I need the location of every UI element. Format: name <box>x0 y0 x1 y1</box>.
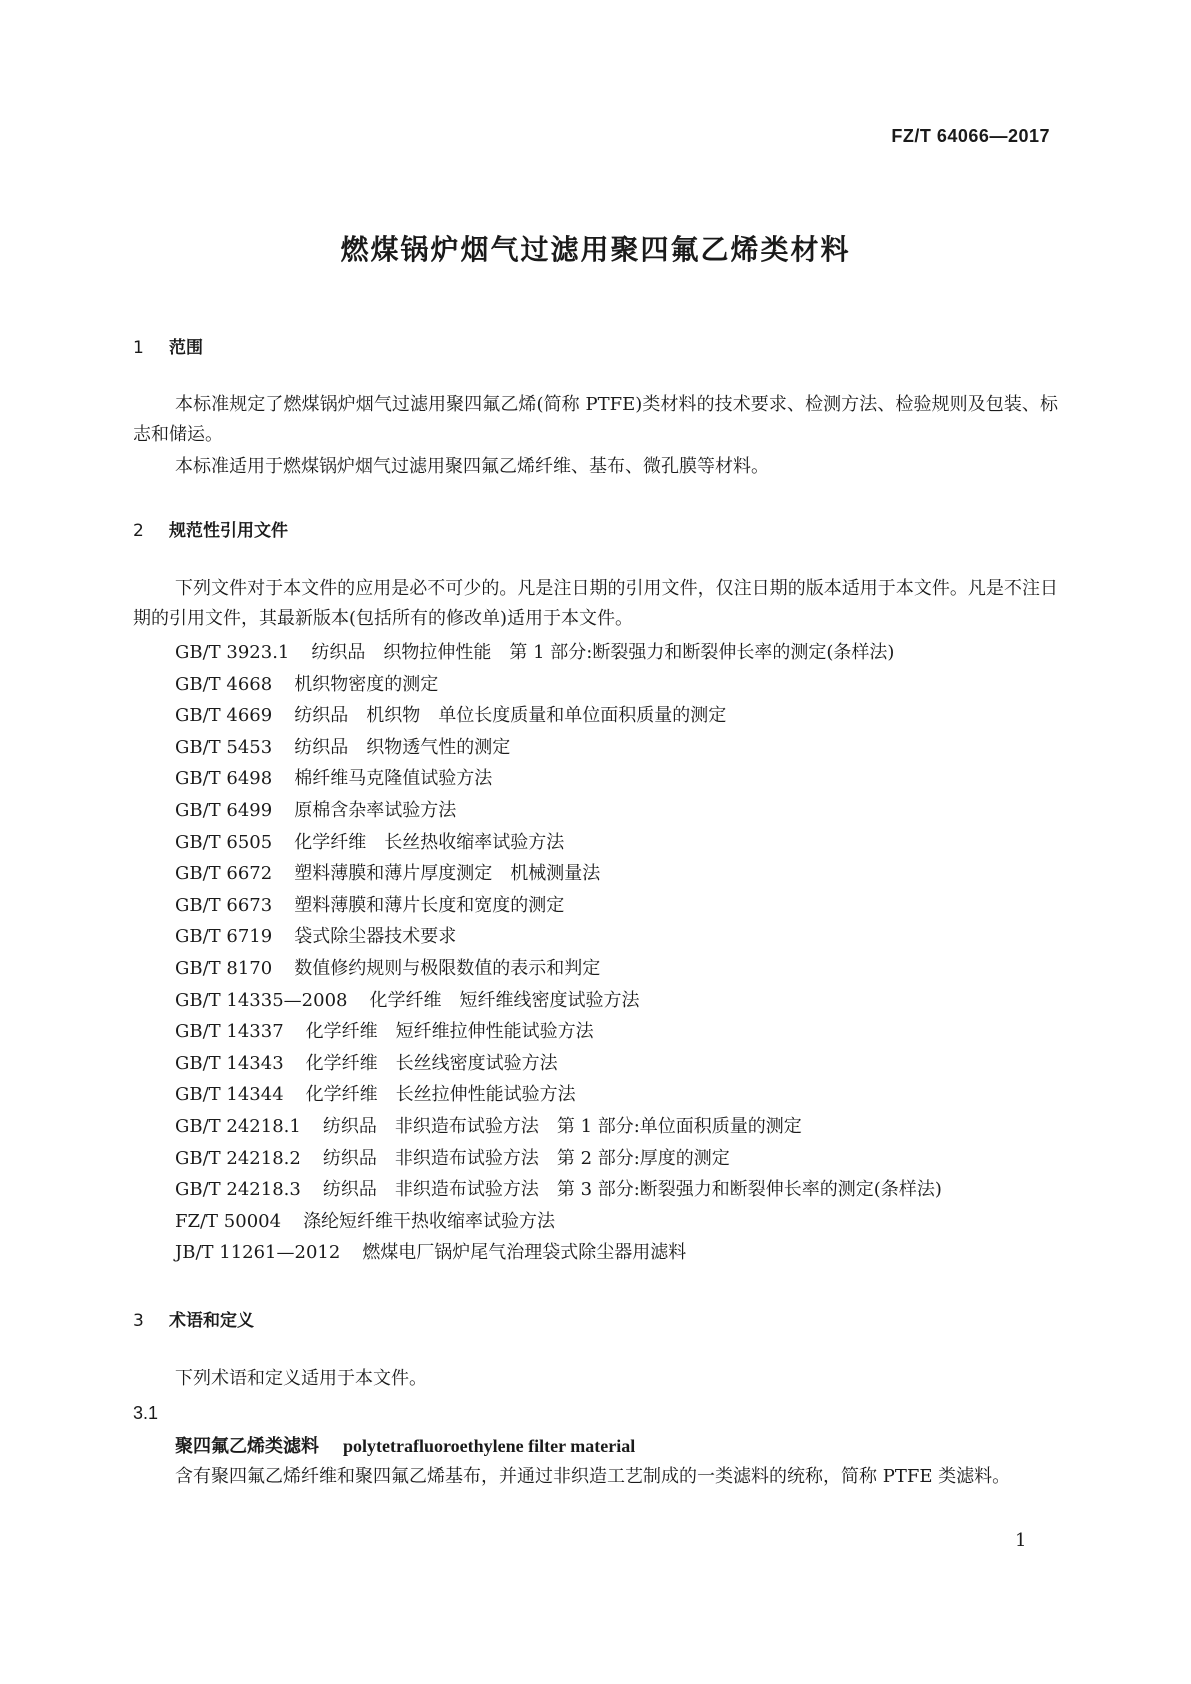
document-title: 燃煤锅炉烟气过滤用聚四氟乙烯类材料 <box>340 233 851 266</box>
reference-item <box>175 985 942 1017</box>
reference-title: 棉纤维马克隆值试验方法 <box>294 768 493 790</box>
reference-item <box>175 890 942 922</box>
section-2-number: 2 <box>133 521 144 541</box>
section-1-number: 1 <box>133 338 144 358</box>
reference-code: GB/T 6499 <box>175 799 273 821</box>
reference-item <box>175 1174 942 1206</box>
reference-code: GB/T 6719 <box>175 926 273 948</box>
reference-item <box>175 1143 942 1175</box>
reference-code: GB/T 5453 <box>175 736 273 758</box>
reference-title: 纺织品 非织造布试验方法 第 2 部分:厚度的测定 <box>322 1147 730 1169</box>
section-3-intro: 下列术语和定义适用于本文件。 <box>175 1368 427 1389</box>
term-heading <box>175 1432 635 1458</box>
reference-title: 化学纤维 短纤维线密度试验方法 <box>369 989 640 1011</box>
reference-title: 纺织品 非织造布试验方法 第 1 部分:单位面积质量的测定 <box>322 1115 802 1137</box>
reference-title: 机织物密度的测定 <box>294 673 439 695</box>
reference-code: GB/T 8170 <box>175 957 273 979</box>
reference-code: GB/T 6672 <box>175 863 273 885</box>
reference-code: GB/T 4669 <box>175 705 273 727</box>
reference-item <box>175 795 942 827</box>
reference-item <box>175 700 942 732</box>
reference-title: 纺织品 织物拉伸性能 第 1 部分:断裂强力和断裂伸长率的测定(条样法) <box>311 642 895 663</box>
clause-number: 3.1 <box>133 1403 159 1423</box>
reference-item <box>175 1016 942 1048</box>
section-3-title: 术语和定义 <box>169 1311 254 1331</box>
section-3-heading <box>133 1306 254 1331</box>
reference-title: 袋式除尘器技术要求 <box>294 926 457 948</box>
reference-title: 塑料薄膜和薄片厚度测定 机械测量法 <box>294 863 601 885</box>
section-3-number: 3 <box>133 1311 144 1331</box>
reference-title: 原棉含杂率试验方法 <box>294 799 457 821</box>
reference-title: 塑料薄膜和薄片长度和宽度的测定 <box>294 894 565 916</box>
reference-title: 纺织品 织物透气性的测定 <box>294 736 511 758</box>
reference-code: GB/T 6505 <box>175 831 273 853</box>
section-2-heading <box>133 516 288 541</box>
reference-code: GB/T 6498 <box>175 768 273 790</box>
reference-code: GB/T 14337 <box>175 1021 284 1043</box>
reference-item <box>175 1111 942 1143</box>
reference-item <box>175 1206 942 1238</box>
reference-list <box>175 637 942 1269</box>
reference-item <box>175 921 942 953</box>
reference-item <box>175 1048 942 1080</box>
reference-title: 涤纶短纤维干热收缩率试验方法 <box>303 1210 556 1232</box>
section-2-title: 规范性引用文件 <box>169 521 288 541</box>
reference-item <box>175 1079 942 1111</box>
reference-code: GB/T 14335—2008 <box>175 989 348 1011</box>
term-english: polytetrafluoroethylene filter material <box>343 1436 636 1456</box>
term-chinese: 聚四氟乙烯类滤料 <box>175 1436 319 1457</box>
reference-title: 化学纤维 长丝热收缩率试验方法 <box>294 831 565 853</box>
reference-code: GB/T 6673 <box>175 894 273 916</box>
reference-title: 燃煤电厂锅炉尾气治理袋式除尘器用滤料 <box>362 1242 687 1264</box>
reference-title: 化学纤维 短纤维拉伸性能试验方法 <box>305 1021 594 1043</box>
reference-item <box>175 1237 942 1269</box>
reference-item <box>175 763 942 795</box>
reference-title: 化学纤维 长丝线密度试验方法 <box>305 1052 558 1074</box>
reference-code: GB/T 14343 <box>175 1052 284 1074</box>
reference-code: JB/T 11261—2012 <box>175 1242 341 1264</box>
reference-item <box>175 732 942 764</box>
reference-code: FZ/T 50004 <box>175 1210 282 1232</box>
reference-title: 化学纤维 长丝拉伸性能试验方法 <box>305 1084 576 1106</box>
reference-code: GB/T 3923.1 <box>175 642 290 663</box>
term-definition: 含有聚四氟乙烯纤维和聚四氟乙烯基布，并通过非织造工艺制成的一类滤料的统称，简称 PTFE 类滤料。 <box>175 1466 1011 1487</box>
reference-item <box>175 953 942 985</box>
section-1-title: 范围 <box>169 338 203 358</box>
reference-title: 纺织品 非织造布试验方法 第 3 部分:断裂强力和断裂伸长率的测定(条样法) <box>322 1179 942 1201</box>
reference-item <box>175 827 942 859</box>
reference-code: GB/T 24218.2 <box>175 1147 301 1169</box>
reference-code: GB/T 24218.3 <box>175 1179 301 1201</box>
reference-item <box>175 858 942 890</box>
reference-item <box>175 637 942 669</box>
reference-code: GB/T 4668 <box>175 673 273 695</box>
reference-code: GB/T 24218.1 <box>175 1115 301 1137</box>
reference-title: 数值修约规则与极限数值的表示和判定 <box>294 957 601 979</box>
reference-title: 纺织品 机织物 单位长度质量和单位面积质量的测定 <box>294 705 727 727</box>
reference-item <box>175 669 942 701</box>
section-1-heading <box>133 333 203 358</box>
page-number: 1 <box>1015 1530 1027 1551</box>
reference-code: GB/T 14344 <box>175 1084 284 1106</box>
section-2-intro: 下列文件对于本文件的应用是必不可少的。凡是注日期的引用文件，仅注日期的版本适用于本文件。凡是不注日期的引用文件，其最新版本(包括所有的修改单)适用于本文件。 <box>133 578 1058 629</box>
section-1-paragraph-1: 本标准规定了燃煤锅炉烟气过滤用聚四氟乙烯(简称 PTFE)类材料的技术要求、检测方法、检验规则及包装、标志和储运。 <box>133 394 1058 445</box>
standard-code: FZ/T 64066—2017 <box>891 126 1050 146</box>
section-1-paragraph-2: 本标准适用于燃煤锅炉烟气过滤用聚四氟乙烯纤维、基布、微孔膜等材料。 <box>175 456 769 477</box>
